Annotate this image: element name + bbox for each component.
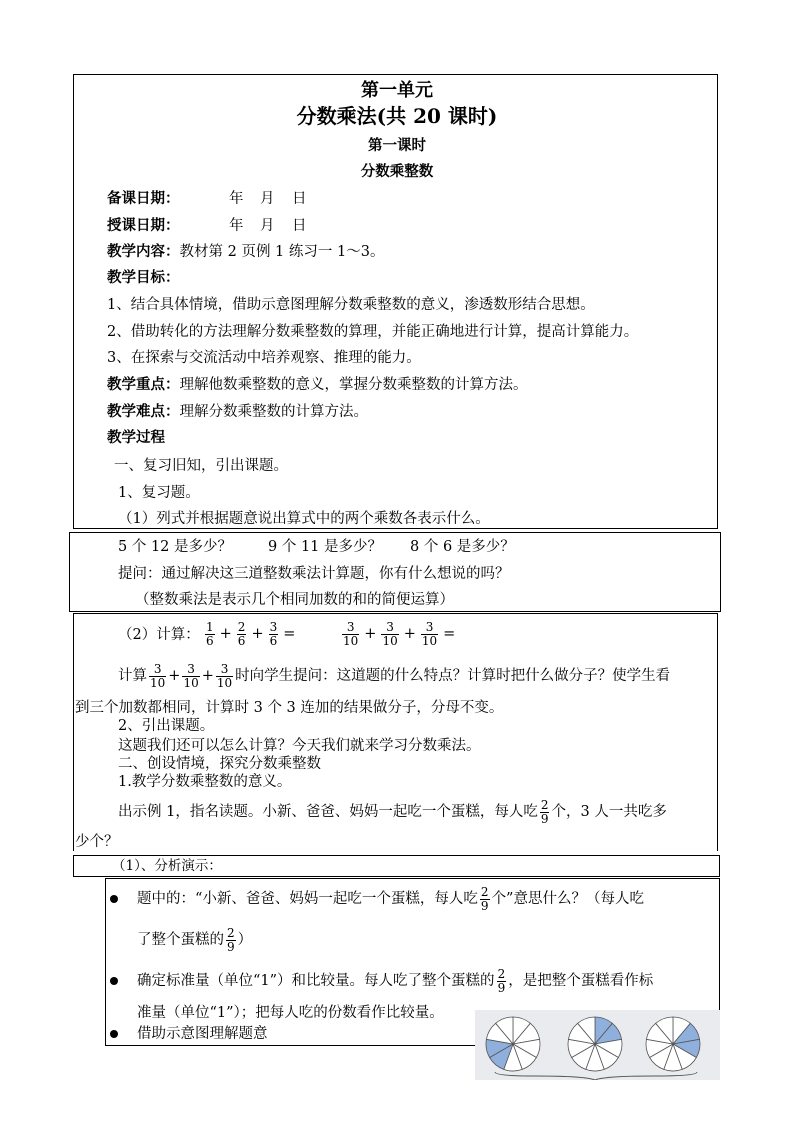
fraction: $\frac{2}{9}$ — [540, 797, 549, 826]
unit-title: 第一单元 — [361, 80, 433, 101]
goal-2: 2、借助转化的方法理解分数乘整数的算理，并能正确地进行计算，提高计算能力。 — [107, 324, 639, 340]
bullet-2 — [110, 977, 118, 985]
fraction: $\frac{2}{9}$ — [480, 884, 489, 913]
content-label: 教学内容： — [107, 243, 180, 260]
prep-year: 年 — [229, 191, 244, 207]
fraction: $\frac{2}{9}$ — [497, 966, 506, 995]
bullet-3-text: 借助示意图理解题意 — [137, 1026, 268, 1042]
teach-year: 年 — [229, 218, 244, 234]
difficulty-line — [107, 403, 368, 421]
bullet-3 — [110, 1030, 118, 1038]
cake-diagram — [475, 1010, 720, 1080]
question-2: 9 个 11 是多少？ — [268, 539, 383, 555]
fraction: $\frac{2}{9}$ — [227, 925, 235, 954]
question-3: 8 个 6 是多少？ — [410, 539, 515, 555]
box3-right — [717, 613, 718, 851]
content-line — [107, 243, 384, 261]
goal-3: 3、在探索与交流活动中培养观察、推理的能力。 — [107, 350, 421, 366]
section-1-1: 1、复习题。 — [118, 485, 200, 501]
fraction: $\frac{3}{10}$ — [216, 661, 233, 690]
process-label: 教学过程 — [107, 429, 165, 446]
teach-date-label: 授课日期： — [107, 217, 180, 234]
bullet-1 — [110, 895, 118, 903]
section-1-2: 2、引出课题。 — [118, 718, 215, 734]
fraction: $\frac{1}{6}$ — [206, 619, 214, 648]
box3-left — [73, 613, 74, 851]
fraction: $\frac{3}{10}$ — [421, 619, 438, 648]
content-text: 教材第 2 页例 1 练习一 1～3。 — [179, 244, 385, 260]
example-line: 出示例 1，指名读题。小新、爸爸、妈妈一起吃一个蛋糕，每人吃 $\frac{2}{9}$ 个，3 人一共吃多 — [118, 797, 667, 826]
teacher-question: 提问：通过解决这三道整数乘法计算题，你有什么想说的吗？ — [118, 566, 510, 582]
bullet-1-text-2: 了整个蛋糕的 $\frac{2}{9}$ ） — [137, 925, 253, 954]
calc-label: （2）计算： — [118, 627, 200, 643]
teach-month: 月 — [260, 218, 275, 234]
teacher-answer: （整数乘法是表示几个相同加数的和的简便运算） — [135, 592, 454, 608]
fraction: $\frac{3}{10}$ — [150, 661, 166, 690]
expression-1: $\frac{1}{6}$ + $\frac{2}{6}$ + $\frac{3}{6}$ = — [206, 619, 296, 648]
bullet-1-text: 题中的：“小新、爸爸、妈妈一起吃一个蛋糕，每人吃 $\frac{2}{9}$ 个”意思什么？（每人吃 — [137, 884, 644, 913]
lesson-number: 第一课时 — [368, 137, 426, 154]
fraction: $\frac{2}{6}$ — [237, 619, 246, 648]
difficulty-text: 理解分数乘整数的计算方法。 — [179, 404, 368, 420]
key-point-text: 理解他数乘整数的意义，掌握分数乘整数的计算方法。 — [179, 377, 528, 393]
fraction: $\frac{3}{6}$ — [269, 619, 278, 648]
question-1: 5 个 12 是多少？ — [118, 539, 233, 555]
prep-month: 月 — [260, 191, 275, 207]
bullet-2-text: 确定标准量（单位“1”）和比较量。每人吃了整个蛋糕的 $\frac{2}{9}$ ，是把整个蛋糕看作标 — [137, 966, 654, 995]
key-point-line — [107, 376, 528, 394]
calc-explanation-2: 到三个加数都相同，计算时 3 个 3 连加的结果做分子，分母不变。 — [75, 700, 504, 716]
expression-2: $\frac{3}{10}$ + $\frac{3}{10}$ + $\frac{3}{10}$ = — [343, 619, 456, 648]
fraction: $\frac{3}{10}$ — [382, 619, 398, 648]
analysis-label: （1）、分析演示： — [112, 858, 222, 874]
bottom-border-1 — [73, 528, 718, 529]
bullet-2-text-2: 准量（单位“1”）；把每人吃的份数看作比较量。 — [137, 1005, 444, 1021]
section-1-2-text: 这题我们还可以怎么计算？今天我们就来学习分数乘法。 — [118, 738, 481, 754]
key-point-label: 教学重点： — [107, 376, 180, 393]
teach-day: 日 — [292, 218, 307, 234]
goals-label: 教学目标： — [107, 269, 180, 286]
fraction: $\frac{3}{10}$ — [183, 661, 199, 690]
section-1: 一、复习旧知，引出课题。 — [114, 458, 288, 474]
unit-subtitle: 分数乘法(共 20 课时) — [296, 104, 498, 128]
prep-date-label: 备课日期： — [107, 190, 180, 207]
difficulty-label: 教学难点： — [107, 403, 180, 420]
fraction: $\frac{3}{10}$ — [343, 619, 359, 648]
goal-1: 1、结合具体情境，借助示意图理解分数乘整数的意义，渗透数形结合思想。 — [107, 297, 595, 313]
calc-explanation: 计算 $\frac{3}{10}$ + $\frac{3}{10}$ + $\frac{3}{10}$ 时向学生提问：这道题的什么特点？计算时把什么做分子？使学生看 — [118, 661, 671, 690]
example-line-2: 少个？ — [75, 834, 119, 850]
section-1-1-1: （1）列式并根据题意说出算式中的两个乘数各表示什么。 — [118, 511, 490, 527]
section-2: 二、创设情境，探究分数乘整数 — [118, 756, 321, 772]
lesson-title: 分数乘整数 — [360, 163, 434, 180]
section-2-1: 1.教学分数乘整数的意义。 — [118, 774, 292, 790]
prep-day: 日 — [292, 191, 307, 207]
top-border — [73, 74, 718, 75]
